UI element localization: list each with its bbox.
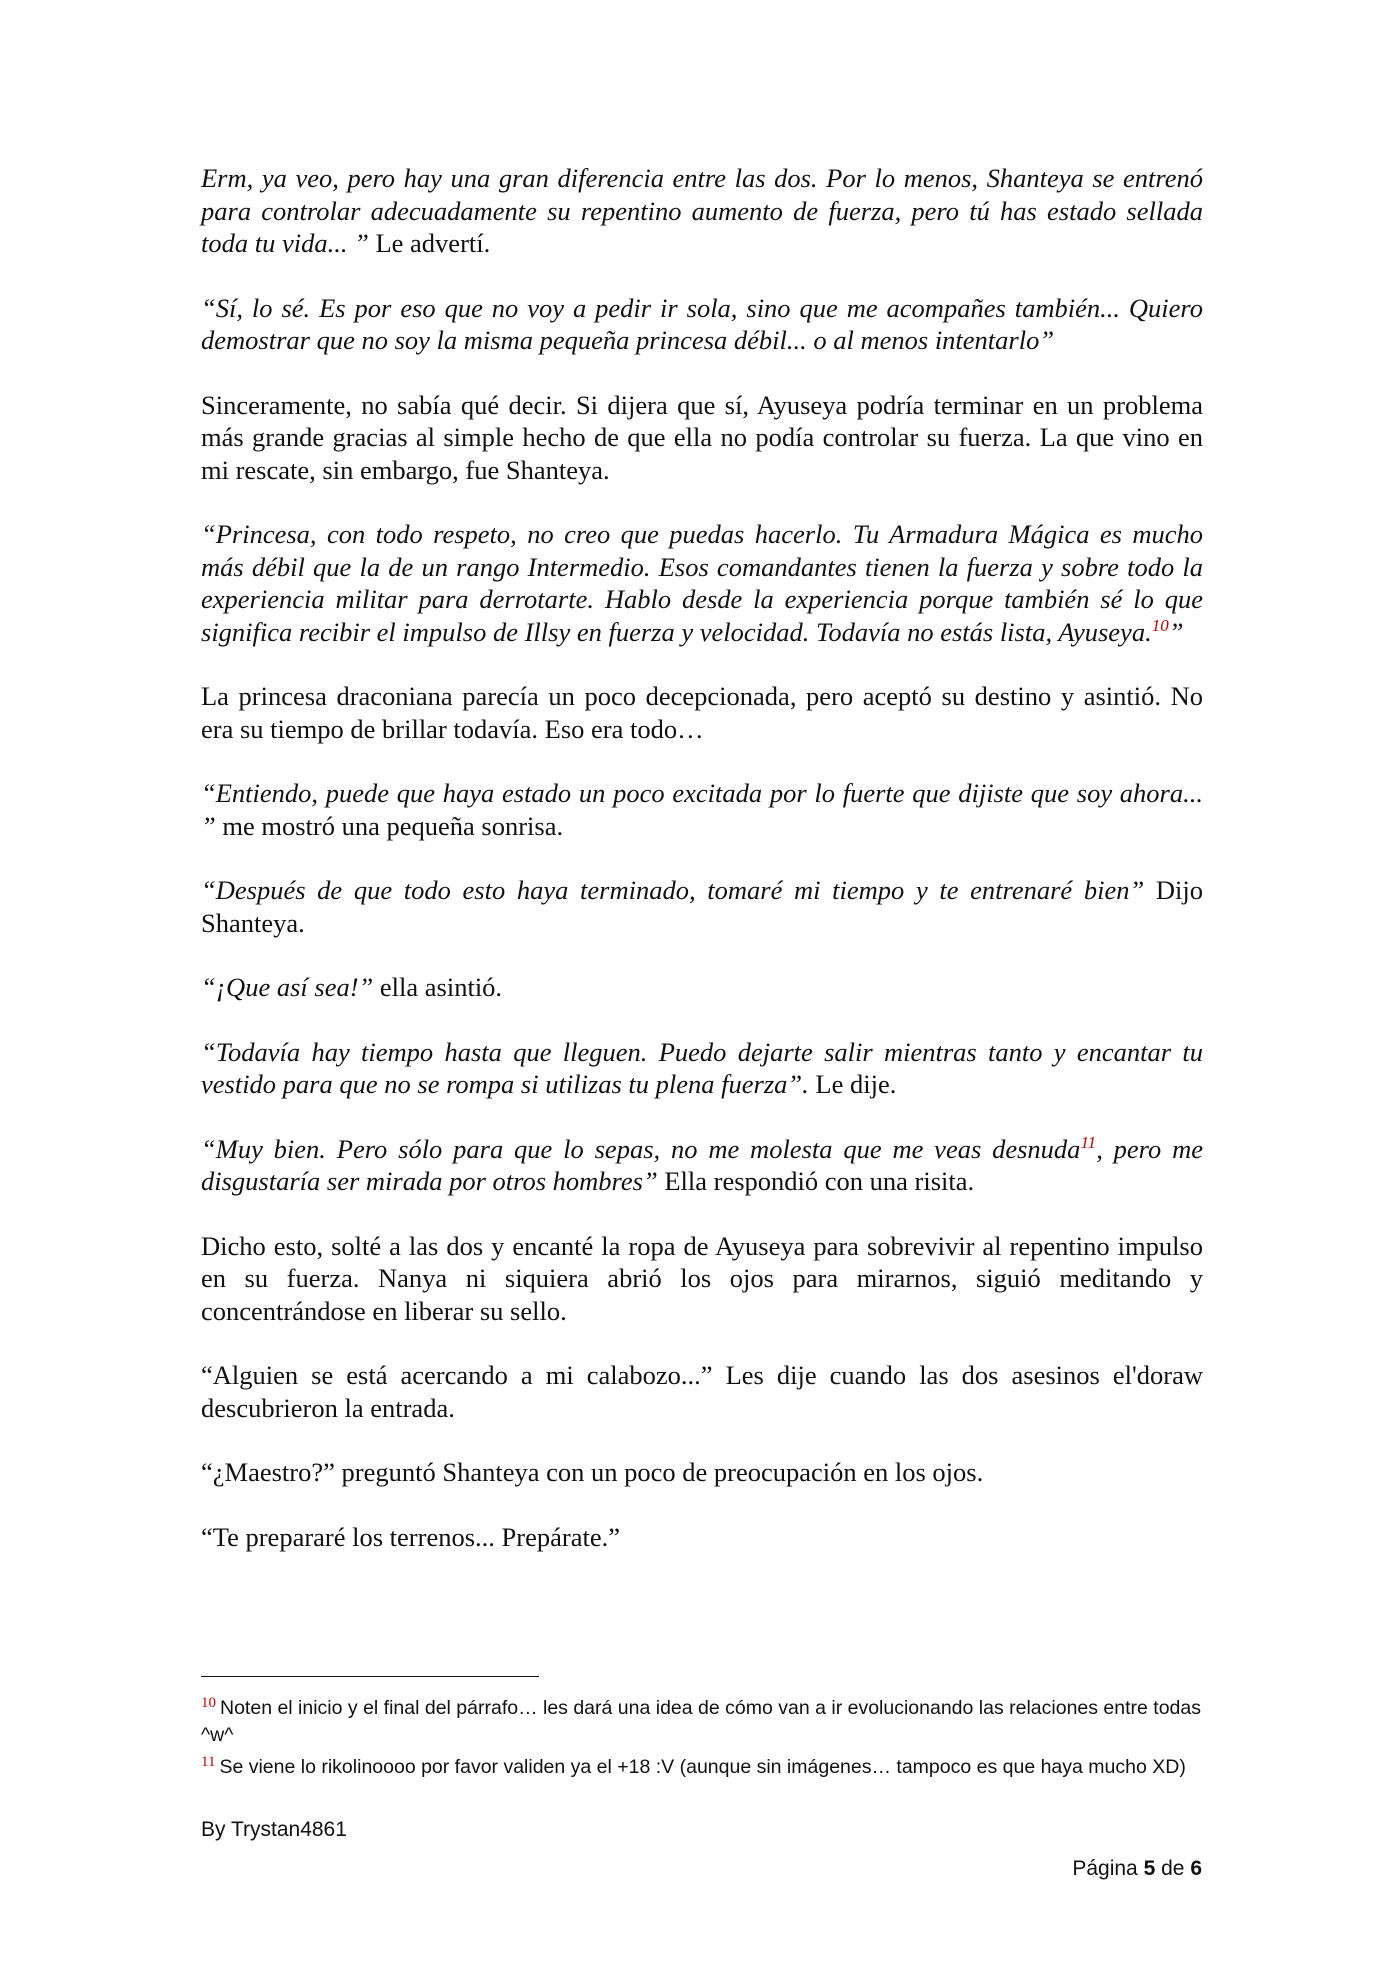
dialogue-text: “Muy bien. Pero sólo para que lo sepas, no me molesta que me veas desnuda (201, 1133, 1081, 1164)
narration-text: Le dije. (808, 1069, 897, 1099)
author-byline: By Trystan4861 (201, 1818, 347, 1841)
dialogue-text: Erm, ya veo, pero hay una gran diferencia entre las dos. Por lo menos, Shanteya se entrenó para controlar adecuadamente su repentino aumento de fuerza, pero tú has estado sellada toda tu vida... ” (201, 163, 1203, 258)
narration-text: “Alguien se está acercando a mi calabozo...” Les dije cuando las dos asesinos el'doraw descubrieron la entrada. (201, 1360, 1203, 1423)
paragraph-3 (201, 389, 1203, 487)
footnote-11 (201, 1749, 1201, 1781)
footnote-text: Se viene lo rikolinoooo por favor validen ya el +18 :V (aunque sin imágenes… tampoco es que haya mucho XD) (219, 1756, 1186, 1778)
page-of: de (1161, 1857, 1185, 1880)
paragraph-8 (201, 971, 1203, 1004)
footnote-number: 11 (201, 1754, 216, 1770)
narration-text: Dijo Shanteya. (201, 875, 1203, 938)
narration-text: Le advertí. (368, 228, 491, 258)
footnote-text: Noten el inicio y el final del párrafo… les dará una idea de cómo van a ir evolucionando las relaciones entre todas ^w^ (201, 1697, 1201, 1746)
paragraph-13 (201, 1456, 1203, 1489)
dialogue-text: “Todavía hay tiempo hasta que lleguen. Puedo dejarte salir mientras tanto y encantar tu vestido para que no se rompa si utilizas tu plena fuerza”. (201, 1036, 1203, 1099)
narration-text: Ella respondió con una risita. (657, 1166, 975, 1196)
footnote-marker-10[interactable]: 10 (1151, 615, 1169, 635)
dialogue-text: “Después de que todo esto haya terminado, tomaré mi tiempo y te entrenaré bien” (201, 875, 1145, 905)
page-label: Página (1072, 1857, 1138, 1880)
paragraph-4 (201, 518, 1203, 648)
narration-text: “¿Maestro?” preguntó Shanteya con un poco de preocupación en los ojos. (201, 1457, 984, 1487)
paragraph-11 (201, 1230, 1203, 1328)
paragraph-5 (201, 680, 1203, 745)
body-text (201, 162, 1203, 1585)
paragraph-6 (201, 777, 1203, 842)
paragraph-10 (201, 1133, 1203, 1198)
paragraph-14 (201, 1521, 1203, 1554)
page-total: 6 (1190, 1857, 1202, 1880)
paragraph-1 (201, 162, 1203, 260)
page-number (1072, 1857, 1202, 1881)
narration-text: Sinceramente, no sabía qué decir. Si dijera que sí, Ayuseya podría terminar en un problema más grande gracias al simple hecho de que ella no podía controlar su fuerza. La que vino en mi rescate, sin embargo, fue Shanteya. (201, 389, 1203, 485)
narration-text: ella asintió. (373, 972, 503, 1002)
dialogue-text: “Sí, lo sé. Es por eso que no voy a pedir ir sola, sino que me acompañes también... Quiero demostrar que no soy la misma pequeña princesa débil... o al menos intentarlo” (201, 292, 1203, 355)
paragraph-12 (201, 1359, 1203, 1424)
dialogue-text: ” (1168, 616, 1184, 647)
paragraph-2 (201, 292, 1203, 357)
narration-text: Dicho esto, solté a las dos y encanté la ropa de Ayuseya para sobrevivir al repentino impulso en su fuerza. Nanya ni siquiera abrió los ojos para mirarnos, siguió meditando y concentrándose en liberar su sello. (201, 1230, 1203, 1326)
narration-text: me mostró una pequeña sonrisa. (215, 810, 564, 841)
dialogue-text: “Entiendo, puede que haya estado un poco excitada por lo fuerte que dijiste que soy ahora... ” (201, 778, 1203, 841)
paragraph-9 (201, 1036, 1203, 1101)
dialogue-text: “¡Que así sea!” (201, 972, 374, 1002)
footnotes (201, 1690, 1201, 1781)
dialogue-text: “Princesa, con todo respeto, no creo que puedas hacerlo. Tu Armadura Mágica es mucho más débil que la de un rango Intermedio. Esos comandantes tienen la fuerza y sobre todo la experiencia militar para derrotarte. Hablo desde la experiencia porque también sé lo que significa recibir el impulso de Illsy en fuerza y velocidad. Todavía no estás lista, Ayuseya. (201, 519, 1203, 647)
page-current: 5 (1143, 1857, 1156, 1880)
dialogue-text: , pero me disgustaría ser mirada por otros hombres” (201, 1133, 1203, 1196)
footnote-10 (201, 1690, 1201, 1749)
footnote-marker-11[interactable]: 11 (1080, 1132, 1097, 1152)
footnote-number: 10 (201, 1695, 216, 1711)
paragraph-7 (201, 874, 1203, 939)
footnote-separator (201, 1676, 539, 1677)
narration-text: La princesa draconiana parecía un poco decepcionada, pero aceptó su destino y asintió. No era su tiempo de brillar todavía. Eso era todo… (201, 681, 1203, 744)
narration-text: “Te prepararé los terrenos... Prepárate.” (201, 1521, 620, 1552)
